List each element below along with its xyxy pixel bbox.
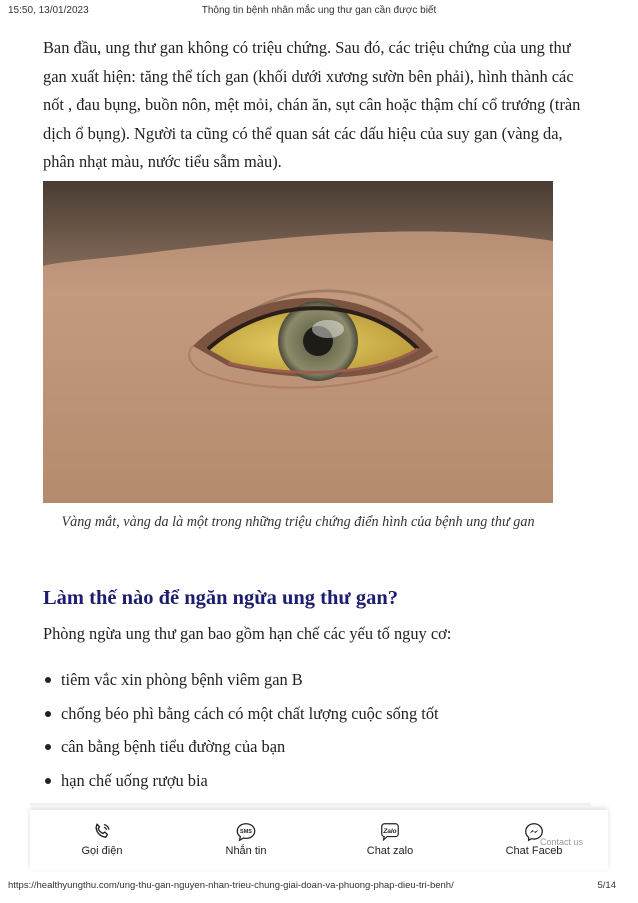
list-item bbox=[43, 764, 439, 798]
prevention-intro: Phòng ngừa ung thư gan bao gồm hạn chế các yếu tố nguy cơ: bbox=[43, 624, 452, 643]
list-item-text: cân bằng bệnh tiểu đường của bạn bbox=[61, 737, 286, 756]
svg-text:SMS: SMS bbox=[240, 829, 252, 836]
sms-label: Nhắn tin bbox=[225, 845, 267, 857]
jaundiced-eye-photo bbox=[43, 181, 553, 503]
prevention-list bbox=[43, 663, 439, 797]
bullet-icon bbox=[45, 744, 51, 750]
contact-bar bbox=[30, 810, 608, 870]
bullet-icon bbox=[45, 778, 51, 784]
print-header bbox=[0, 2, 638, 18]
list-item bbox=[43, 730, 439, 764]
bullet-icon bbox=[45, 711, 51, 717]
zalo-icon bbox=[379, 821, 401, 843]
list-item bbox=[43, 663, 439, 697]
sms-icon bbox=[235, 821, 257, 843]
list-item-text: tiêm vắc xin phòng bệnh viêm gan B bbox=[61, 670, 303, 689]
call-label: Gọi điện bbox=[81, 845, 123, 857]
content-fade bbox=[30, 803, 590, 807]
section-heading: Làm thế nào để ngăn ngừa ung thư gan? bbox=[43, 587, 398, 609]
page-number: 5/14 bbox=[597, 880, 616, 891]
list-item-text: chống béo phì bằng cách có một chất lượng cuộc sống tốt bbox=[61, 703, 439, 723]
print-footer bbox=[0, 878, 638, 894]
list-item bbox=[43, 697, 439, 731]
symptoms-paragraph: Ban đầu, ung thư gan không có triệu chứng. Sau đó, các triệu chứng của ung thư gan xuất hiện: tăng thể tích gan (khối dưới xương sườn bên phải), hình thành các nốt , đau bụng, buồn nôn, mệt mỏi, chán ăn, sụt cân hoặc thậm chí cổ trướng (tràn dịch ổ bụng). Người ta cũng có thể quan sát các dấu hiệu của suy gan (vàng da, phân nhạt màu, nước tiểu sẫm màu). bbox=[43, 38, 581, 171]
sms-button[interactable] bbox=[186, 810, 306, 870]
print-timestamp: 15:50, 13/01/2023 bbox=[8, 5, 89, 16]
page-url: https://healthyungthu.com/ung-thu-gan-nguyen-nhan-trieu-chung-giai-doan-va-phuong-phap-dieu-tri-benh/ bbox=[8, 880, 454, 891]
svg-text:Zalo: Zalo bbox=[383, 828, 397, 836]
list-item-text: hạn chế uống rượu bia bbox=[61, 770, 208, 790]
contact-us-link[interactable]: Contact us bbox=[540, 837, 584, 847]
phone-icon bbox=[91, 821, 113, 843]
figure-caption: Vàng mắt, vàng da là một trong những triệu chứng điển hình của bệnh ung thư gan bbox=[61, 514, 535, 530]
print-title: Thông tin bệnh nhân mắc ung thư gan cần được biết bbox=[201, 5, 437, 16]
zalo-label: Chat zalo bbox=[366, 845, 414, 857]
bullet-icon bbox=[45, 677, 51, 683]
call-button[interactable] bbox=[42, 810, 162, 870]
facebook-chat-label: Chat Faceb bbox=[505, 845, 563, 857]
zalo-button[interactable] bbox=[330, 810, 450, 870]
